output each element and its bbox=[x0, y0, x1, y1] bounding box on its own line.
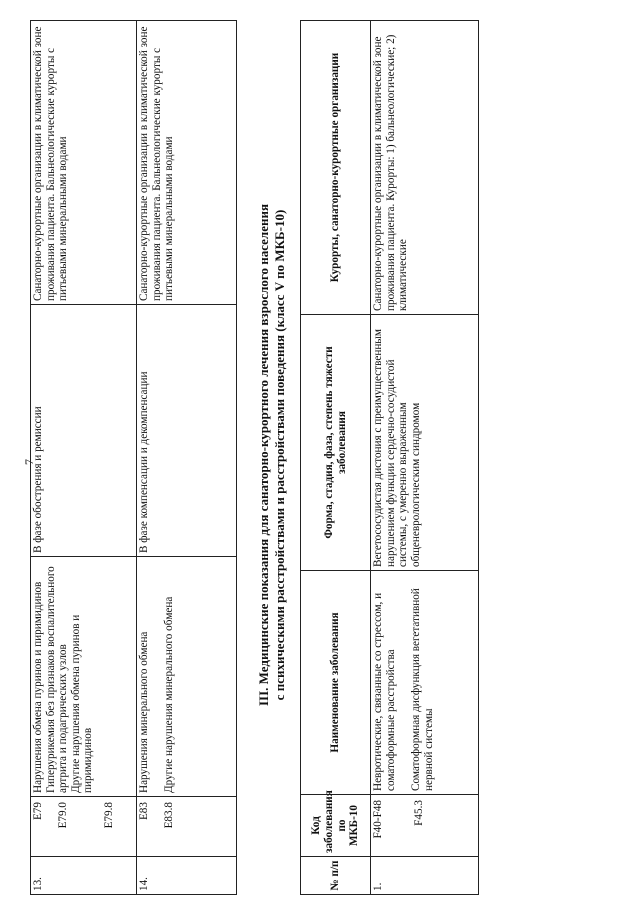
row-number: 14. bbox=[137, 857, 237, 895]
disease-code: E83 bbox=[138, 802, 150, 821]
disease-code: E79.8 bbox=[103, 802, 116, 829]
disease-codes bbox=[31, 797, 137, 857]
disease-code: F40-F48 bbox=[372, 800, 384, 839]
section-heading bbox=[256, 25, 288, 885]
table-row bbox=[137, 21, 237, 895]
disease-name: Нарушения обмена пуринов и пиримидинов bbox=[32, 581, 44, 793]
resorts-text: Санаторно-курортные организации в климатической зоне проживания пациента. Бальнеологические курорты с питьевыми минеральными водами bbox=[31, 21, 137, 305]
indications-table-continued bbox=[30, 20, 237, 895]
header-number: № п/п bbox=[301, 857, 371, 895]
table-row bbox=[371, 21, 479, 895]
row-number: 13. bbox=[31, 857, 137, 895]
disease-code: E79 bbox=[32, 802, 44, 821]
disease-code: E79.0 bbox=[56, 802, 69, 829]
disease-names bbox=[137, 557, 237, 797]
disease-codes bbox=[371, 795, 479, 857]
disease-code: F45.3 bbox=[412, 800, 425, 826]
disease-name: Соматоформная дисфункция вегетативной нервной системы bbox=[410, 588, 435, 791]
disease-code: E83.8 bbox=[162, 802, 175, 829]
page-number: 7 bbox=[22, 459, 36, 465]
disease-name: Другие нарушения обмена пуринов и пиримидинов bbox=[69, 614, 95, 793]
psychiatric-indications-table bbox=[300, 20, 479, 895]
disease-names bbox=[31, 557, 137, 797]
disease-form: Вегетососудистая дистония с преимущественным нарушением функции сердечно-сосудистой системы, с умеренно выраженным общеневрологическим синдромом bbox=[371, 315, 479, 571]
table-row bbox=[31, 21, 137, 895]
disease-name: Гиперурикемия без признаков воспалительного артрита и подагрических узлов bbox=[44, 566, 70, 793]
resorts-text: Санаторно-курортные организации в климатической зоне проживания пациента. Бальнеологические курорты с питьевыми минеральными водами bbox=[137, 21, 237, 305]
header-code: Код заболевания по МКБ-10 bbox=[301, 795, 371, 857]
disease-name: Нарушения минерального обмена bbox=[138, 631, 150, 793]
header-name: Наименование заболевания bbox=[301, 571, 371, 795]
section-heading-line: III. Медицинские показания для санаторно-курортного лечения взрослого населения bbox=[256, 204, 271, 706]
header-form: Форма, стадия, фаза, степень тяжести заболевания bbox=[301, 315, 371, 571]
header-resorts: Курорты, санаторно-курортные организации bbox=[301, 21, 371, 315]
disease-names bbox=[371, 571, 479, 795]
resorts-text: Санаторно-курортные организации в климатической зоне проживания пациента. Курорты: 1) бальнеологические; 2) климатические bbox=[371, 21, 479, 315]
disease-phase: В фазе обострения и ремиссии bbox=[31, 305, 137, 557]
disease-codes bbox=[137, 797, 237, 857]
header-row bbox=[301, 21, 371, 895]
disease-name: Другие нарушения минерального обмена bbox=[162, 596, 175, 793]
disease-phase: В фазе компенсации и декомпенсации bbox=[137, 305, 237, 557]
row-number: 1. bbox=[371, 857, 479, 895]
section-heading-line: с психическими расстройствами и расстройствами поведения (класс V по МКБ-10) bbox=[272, 209, 287, 701]
disease-name: Невротические, связанные со стрессом, и соматоформные расстройства bbox=[372, 592, 397, 791]
